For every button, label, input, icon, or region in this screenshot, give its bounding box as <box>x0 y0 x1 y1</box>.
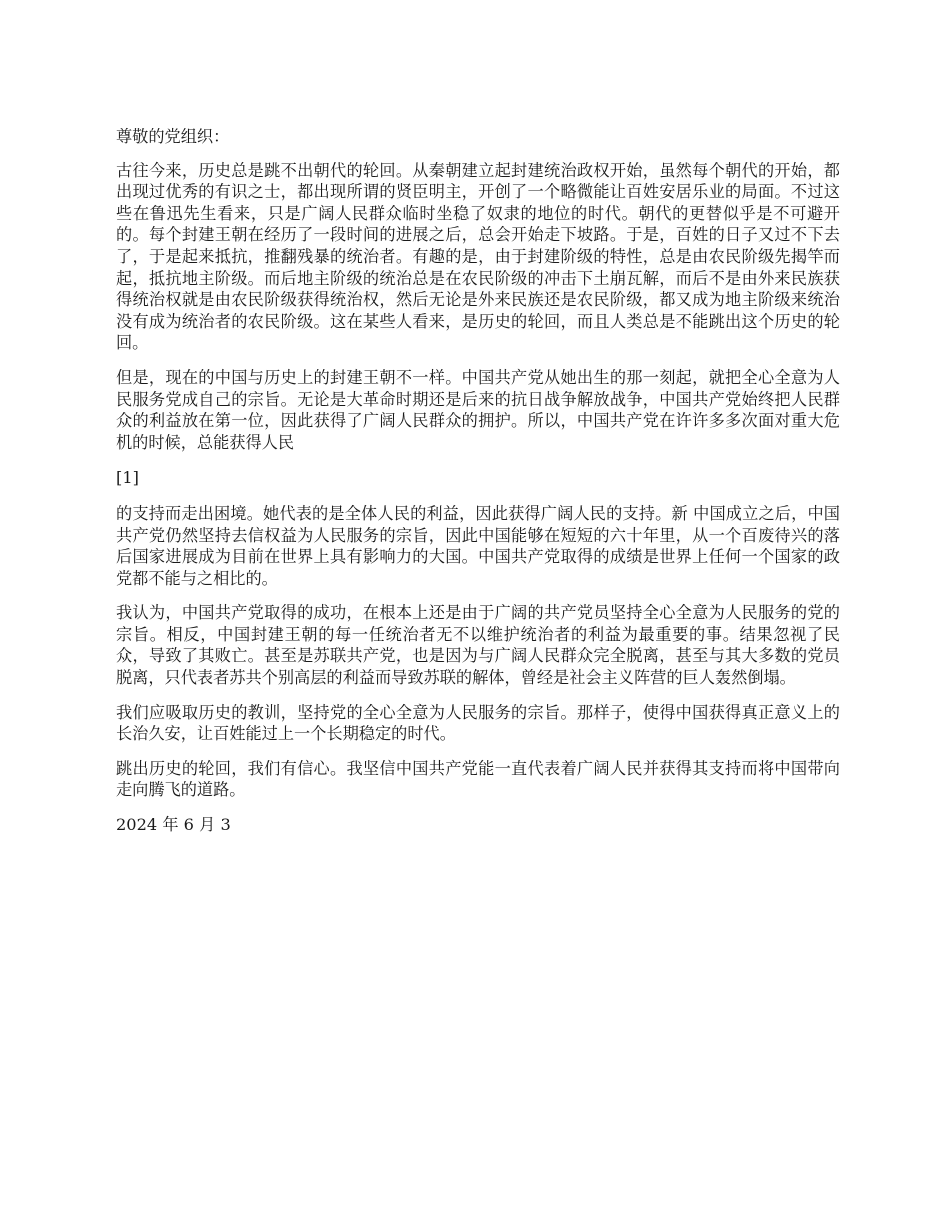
body-paragraph: 但是，现在的中国与历史上的封建王朝不一样。中国共产党从她出生的那一刻起，就把全心全意为人民服务党成自己的宗旨。无论是大革命时期还是后来的抗日战争解放战争，中国共产党始终把人民群众的利益放在第一位，因此获得了广阔人民群众的拥护。所以，中国共产党在许许多多次面对重大危机的时候，总能获得人民 <box>116 367 840 452</box>
body-paragraph: 我认为，中国共产党取得的成功，在根本上还是由于广阔的共产党员坚持全心全意为人民服务的党的宗旨。相反，中国封建王朝的每一任统治者无不以维护统治者的利益为最重要的事。结果忽视了民众，导致了其败亡。甚至是苏联共产党，也是因为与广阔人民群众完全脱离，甚至与其大多数的党员脱离，只代表者苏共个别高层的利益而导致苏联的解体，曾经是社会主义阵营的巨人轰然倒塌。 <box>116 603 840 688</box>
body-paragraph: 的支持而走出困境。她代表的是全体人民的利益，因此获得广阔人民的支持。新 中国成立之后，中国共产党仍然坚持去信权益为人民服务的宗旨，因此中国能够在短短的六十年里，从一个百废待兴的落后国家进展成为目前在世界上具有影响力的大国。中国共产党取得的成绩是世界上任何一个国家的政党都不能与之相比的。 <box>116 503 840 588</box>
footnote-marker: [1] <box>116 468 139 488</box>
letter-greeting: 尊敬的党组织： <box>116 127 230 146</box>
body-paragraph: 跳出历史的轮回，我们有信心。我坚信中国共产党能一直代表着广阔人民并获得其支持而将中国带向走向腾飞的道路。 <box>116 758 840 800</box>
letter-body <box>116 126 840 849</box>
body-paragraph: 古往今来，历史总是跳不出朝代的轮回。从秦朝建立起封建统治政权开始，虽然每个朝代的开始，都出现过优秀的有识之士，都出现所谓的贤臣明主，开创了一个略微能让百姓安居乐业的局面。不过这些在鲁迅先生看来，只是广阔人民群众临时坐稳了奴隶的地位的时代。朝代的更替似乎是不可避开的。每个封建王朝在经历了一段时间的进展之后，总会开始走下坡路。于是，百姓的日子又过不下去了，于是起来抵抗，推翻残暴的统治者。有趣的是，由于封建阶级的特性，总是由农民阶级先揭竿而起，抵抗地主阶级。而后地主阶级的统治总是在农民阶级的冲击下土崩瓦解，而后不是由外来民族获得统治权就是由农民阶级获得统治权，然后无论是外来民族还是农民阶级，都又成为地主阶级来统治没有成为统治者的农民阶级。这在某些人看来，是历史的轮回，而且人类总是不能跳出这个历史的轮回。 <box>116 160 840 353</box>
body-paragraph: 我们应吸取历史的教训，坚持党的全心全意为人民服务的宗旨。那样子，使得中国获得真正意义上的长治久安，让百姓能过上一个长期稳定的时代。 <box>116 702 840 744</box>
letter-date: 2024 年 6 月 3 <box>116 815 231 835</box>
